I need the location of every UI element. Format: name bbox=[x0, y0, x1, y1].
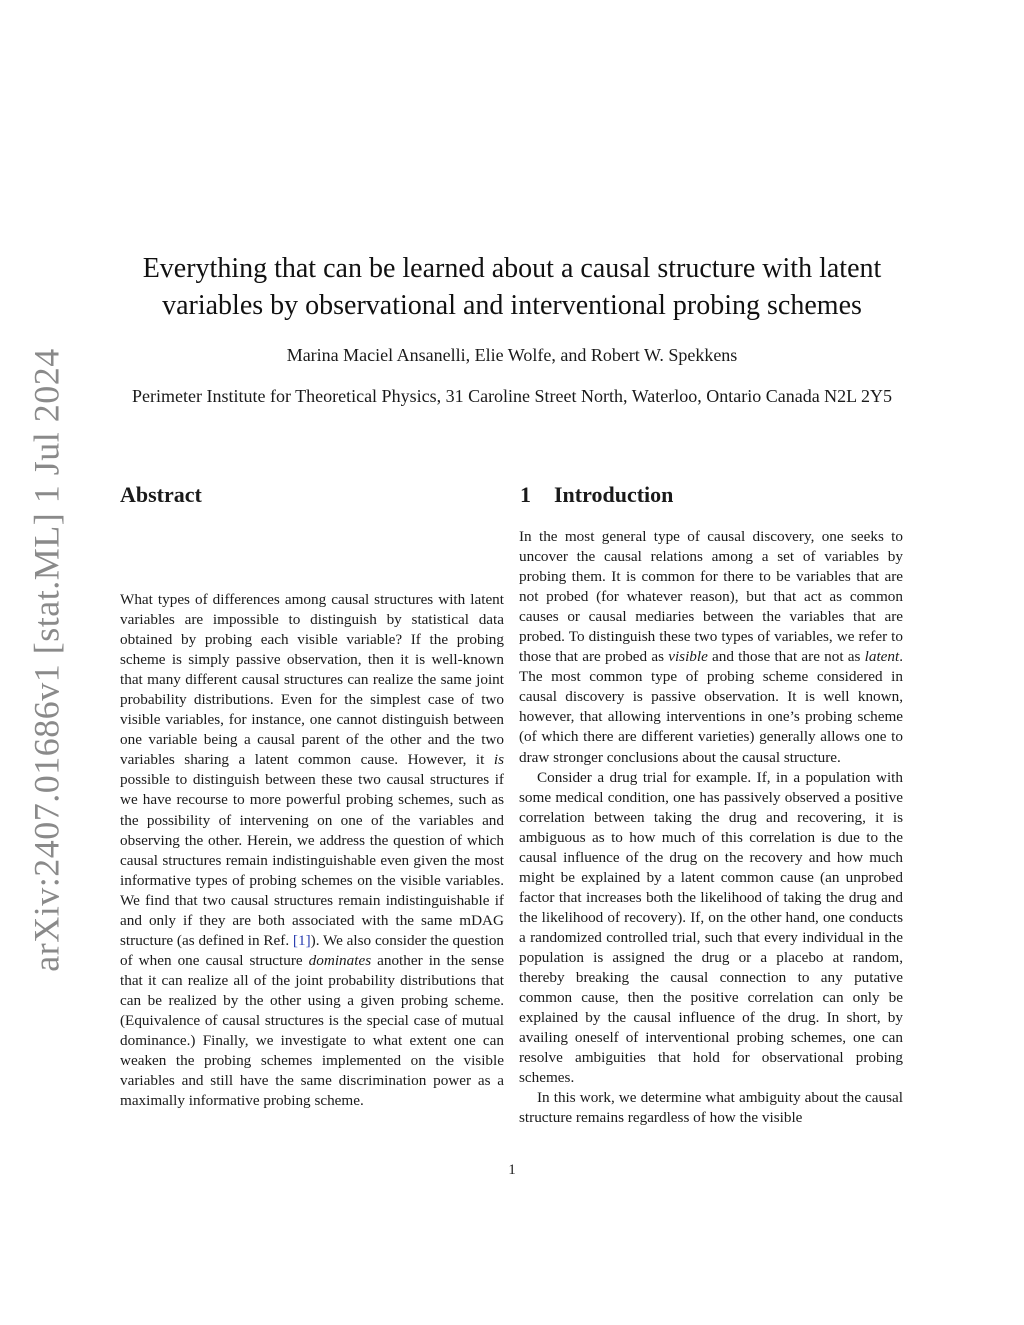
abstract-text: possible to distinguish between these two causal structures if we have recourse to more powerful probing schemes, such as the possibility of intervening on one of the variables and observing the other. Herein, we address the question of which causal structures remain indistinguishable even given the most informative types of probing schemes on the visible variables. We find that two causal structures remain indistinguishable if and only if they are both associated with the same mDAG structure (as defined in Ref. bbox=[120, 771, 504, 949]
introduction-heading bbox=[520, 481, 673, 509]
abstract-text: another in the sense that it can realize all of the joint probability distributions that can be realized by the other using a given probing scheme. (Equivalence of causal structures is the special case of mutual dominance.) Finally, we investigate to what extent one can weaken the probing schemes implemented on the visible variables and still have the same discrimination power as a maximally informative probing scheme. bbox=[120, 951, 504, 1110]
abstract-emphasis: is bbox=[493, 751, 504, 769]
arxiv-identifier-text: arXiv:2407.01686v1 [stat.ML] 1 Jul 2024 bbox=[27, 348, 68, 972]
abstract-emphasis: dominates bbox=[308, 951, 372, 969]
abstract-paragraph bbox=[120, 590, 504, 1111]
affiliation: Perimeter Institute for Theoretical Physics, 31 Caroline Street North, Waterloo, Ontario Canada N2L 2Y5 bbox=[131, 386, 893, 406]
intro-text: and those that are not as bbox=[707, 648, 865, 666]
abstract-body bbox=[120, 590, 504, 1111]
arxiv-identifier bbox=[22, 348, 72, 972]
intro-emphasis: visible bbox=[668, 648, 708, 666]
abstract-text: ). We also consider the question of when one causal structure bbox=[120, 931, 505, 969]
introduction-body bbox=[519, 527, 903, 1128]
citation-link[interactable]: [1] bbox=[292, 931, 311, 949]
author-list: Marina Maciel Ansanelli, Elie Wolfe, and Robert W. Spekkens bbox=[286, 345, 738, 365]
section-number: 1 bbox=[520, 482, 531, 507]
intro-text: . The most common type of probing scheme considered in causal discovery is passive observation. It is well known, however, that allowing interventions in one’s probing scheme (of which there are different varieties) generally allows one to draw stronger conclusions about the causal structure. bbox=[519, 648, 904, 766]
abstract-text: What types of differences among causal structures with latent variables are impossible to distinguish by statistical data obtained by probing each visible variable? If the probing scheme is simply passive observation, then it is well-known that many different causal structures can realize the same joint probability distributions. Even for the simplest case of two visible variables, for instance, one cannot distinguish between one variable being a causal parent of the other and the two variables sharing a latent common cause. However, it bbox=[120, 591, 504, 769]
intro-emphasis: latent bbox=[864, 648, 900, 666]
abstract-heading: Abstract bbox=[120, 482, 202, 507]
intro-paragraph-1 bbox=[519, 527, 903, 768]
section-title: Introduction bbox=[554, 482, 674, 507]
page-number: 1 bbox=[508, 1162, 516, 1178]
intro-paragraph-2: Consider a drug trial for example. If, in a population with some medical condition, one has passively observed a positive correlation between taking the drug and recovering, it is ambiguous as to how much of this correlation is due to the causal influence of the drug on the recovery and how much might be explained by a latent common cause (an unprobed factor that increases both the likelihood of taking the drug and the likelihood of recovery). If, on the other hand, one conducts a randomized controlled trial, such that every individual in the population is assigned the drug or a placebo at random, thereby breaking the causal connection to any putative common cause, then the positive correlation can only be explained by the causal influence of the drug. In short, by availing oneself of interventional probing schemes, one can resolve ambiguities that hold for observational probing schemes. bbox=[519, 768, 903, 1087]
intro-paragraph-3: In this work, we determine what ambiguity about the causal structure remains regardless of how the visible bbox=[519, 1089, 903, 1127]
intro-text: In the most general type of causal discovery, one seeks to uncover the causal relations among a set of variables by probing them. It is common for there to be variables that are not probed (for whatever reason), but that act as common causes or causal mediaries between the variables that are probed. To distinguish these two types of variables, we refer to those that are probed as bbox=[519, 528, 903, 666]
paper-title: Everything that can be learned about a causal structure with latent variables by observational and interventional probing schemes bbox=[142, 253, 882, 321]
